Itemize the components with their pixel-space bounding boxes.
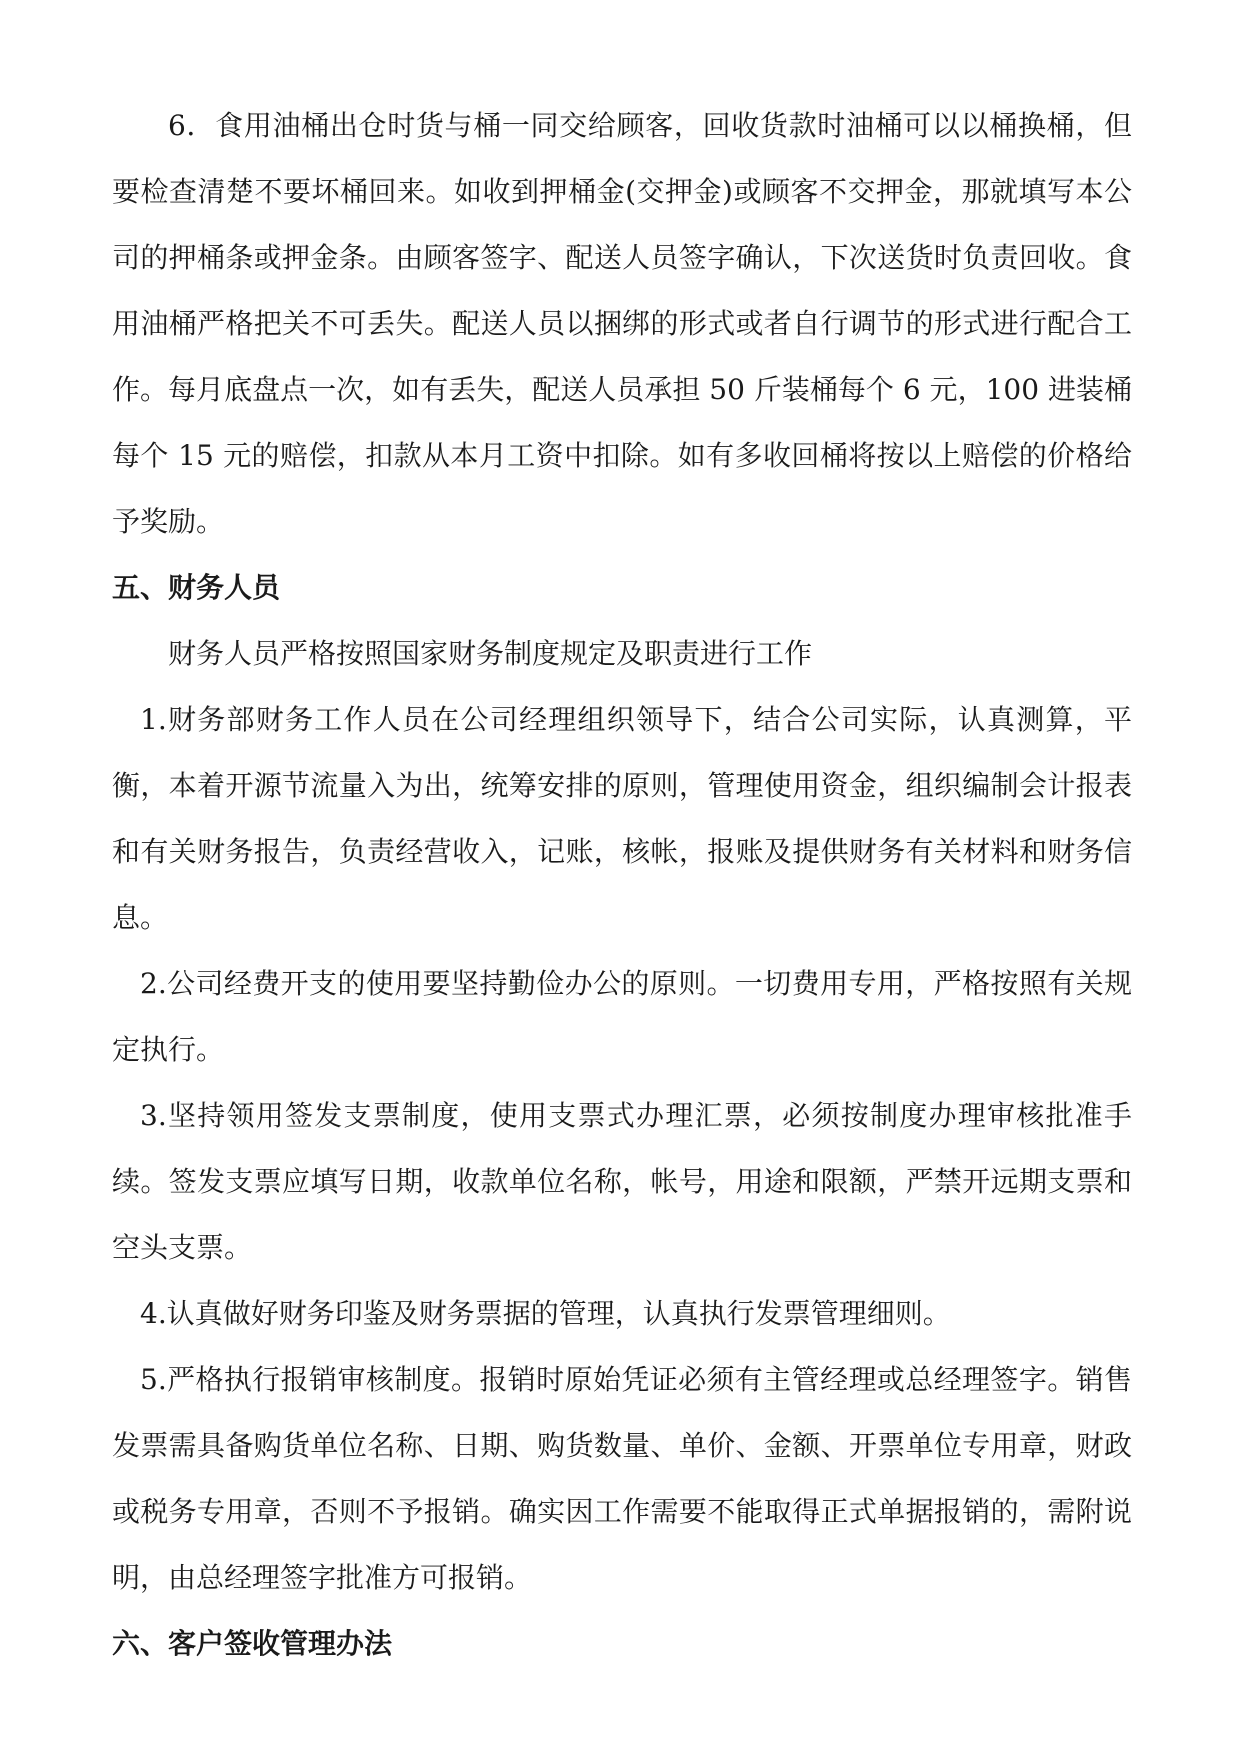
section-heading-customer-signoff: 六、客户签收管理办法 [112, 1627, 393, 1660]
finance-intro-paragraph: 财务人员严格按照国家财务制度规定及职责进行工作 [168, 637, 813, 670]
finance-item-3: 3.坚持领用签发支票制度，使用支票式办理汇票，必须按制度办理审核批准手续。签发支票应填写日期，收款单位名称，帐号，用途和限额，严禁开远期支票和空头支票。 [112, 1099, 1132, 1264]
section-heading-finance: 五、财务人员 [112, 571, 281, 604]
finance-item-5: 5.严格执行报销审核制度。报销时原始凭证必须有主管经理或总经理签字。销售发票需具备购货单位名称、日期、购货数量、单价、金额、开票单位专用章，财政或税务专用章，否则不予报销。确实因工作需要不能取得正式单据报销的，需附说明，由总经理签字批准方可报销。 [112, 1363, 1132, 1594]
finance-item-4: 4.认真做好财务印鉴及财务票据的管理，认真执行发票管理细则。 [140, 1297, 951, 1330]
document-body [112, 93, 1132, 1677]
finance-item-2: 2.公司经费开支的使用要坚持勤俭办公的原则。一切费用专用，严格按照有关规定执行。 [112, 967, 1132, 1066]
finance-item-1: 1.财务部财务工作人员在公司经理组织领导下，结合公司实际，认真测算，平衡，本着开源节流量入为出，统筹安排的原则，管理使用资金，组织编制会计报表和有关财务报告，负责经营收入，记账，核帐，报账及提供财务有关材料和财务信息。 [112, 703, 1132, 934]
paragraph-item-6: 6．食用油桶出仓时货与桶一同交给顾客，回收货款时油桶可以以桶换桶，但要检查清楚不要坏桶回来。如收到押桶金(交押金)或顾客不交押金，那就填写本公司的押桶条或押金条。由顾客签字、配送人员签字确认，下次送货时负责回收。食用油桶严格把关不可丢失。配送人员以捆绑的形式或者自行调节的形式进行配合工作。每月底盘点一次，如有丢失，配送人员承担 50 斤装桶每个 6 元，100 进装桶每个 15 元的赔偿，扣款从本月工资中扣除。如有多收回桶将按以上赔偿的价格给予奖励。 [112, 109, 1132, 538]
